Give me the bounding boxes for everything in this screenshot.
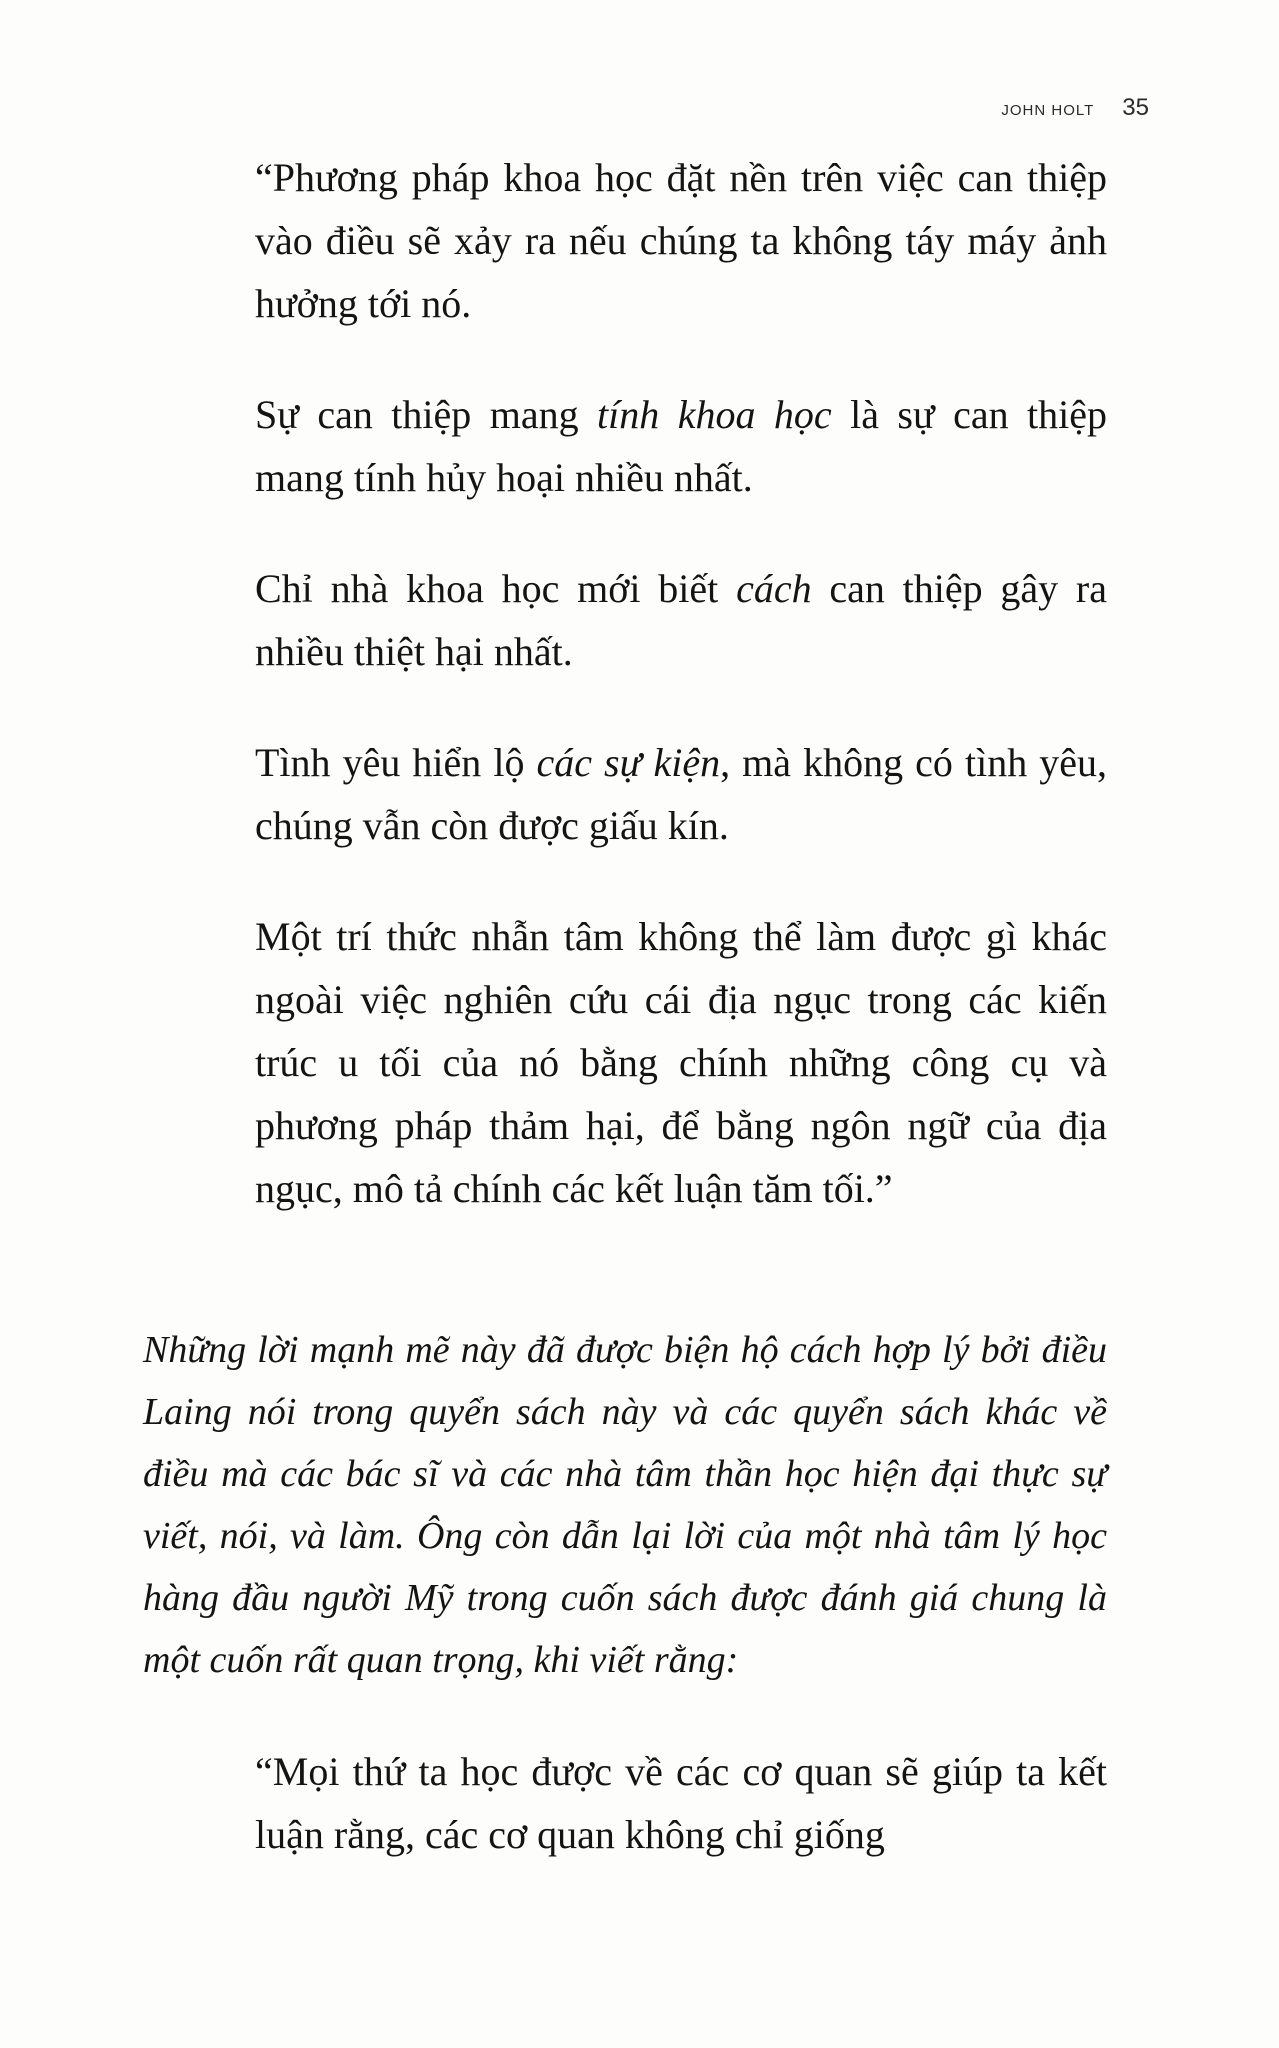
emphasis-text: các sự kiện: [536, 740, 721, 785]
quote-paragraph-5: Một trí thức nhẫn tâm không thể làm được gì khác ngoài việc nghiên cứu cái địa ngục trong các kiến trúc u tối của nó bằng chính những công cụ và phương pháp thảm hại, để bằng ngôn ngữ của địa ngục, mô tả chính các kết luận tăm tối.”: [255, 914, 1107, 1211]
quote-block-1: [255, 146, 1107, 1220]
quote-paragraph-1: “Phương pháp khoa học đặt nền trên việc can thiệp vào điều sẽ xảy ra nếu chúng ta không táy máy ảnh hưởng tới nó.: [255, 155, 1107, 326]
quote-paragraph-2: Sự can thiệp mang tính khoa học là sự can thiệp mang tính hủy hoại nhiều nhất.: [255, 392, 1107, 500]
emphasis-text: cách: [736, 566, 812, 611]
page-number: 35: [1122, 94, 1149, 121]
emphasis-text: tính khoa học: [597, 392, 832, 437]
quote-paragraph-4: Tình yêu hiển lộ các sự kiện, mà không có tình yêu, chúng vẫn còn được giấu kín.: [255, 740, 1107, 848]
page-header: [1001, 94, 1149, 122]
commentary-paragraph: Những lời mạnh mẽ này đã được biện hộ cách hợp lý bởi điều Laing nói trong quyển sách này và các quyển sách khác về điều mà các bác sĩ và các nhà tâm thần học hiện đại thực sự viết, nói, và làm. Ông còn dẫn lại lời của một nhà tâm lý học hàng đầu người Mỹ trong cuốn sách được đánh giá chung là một cuốn rất quan trọng, khi viết rằng:: [143, 1329, 1107, 1681]
quote-paragraph: “Mọi thứ ta học được về các cơ quan sẽ giúp ta kết luận rằng, các cơ quan không chỉ giống: [255, 1749, 1107, 1857]
quote-block-2: [255, 1740, 1107, 1866]
running-head: JOHN HOLT: [1001, 102, 1095, 119]
quote-paragraph-3: Chỉ nhà khoa học mới biết cách can thiệp gây ra nhiều thiệt hại nhất.: [255, 566, 1107, 674]
